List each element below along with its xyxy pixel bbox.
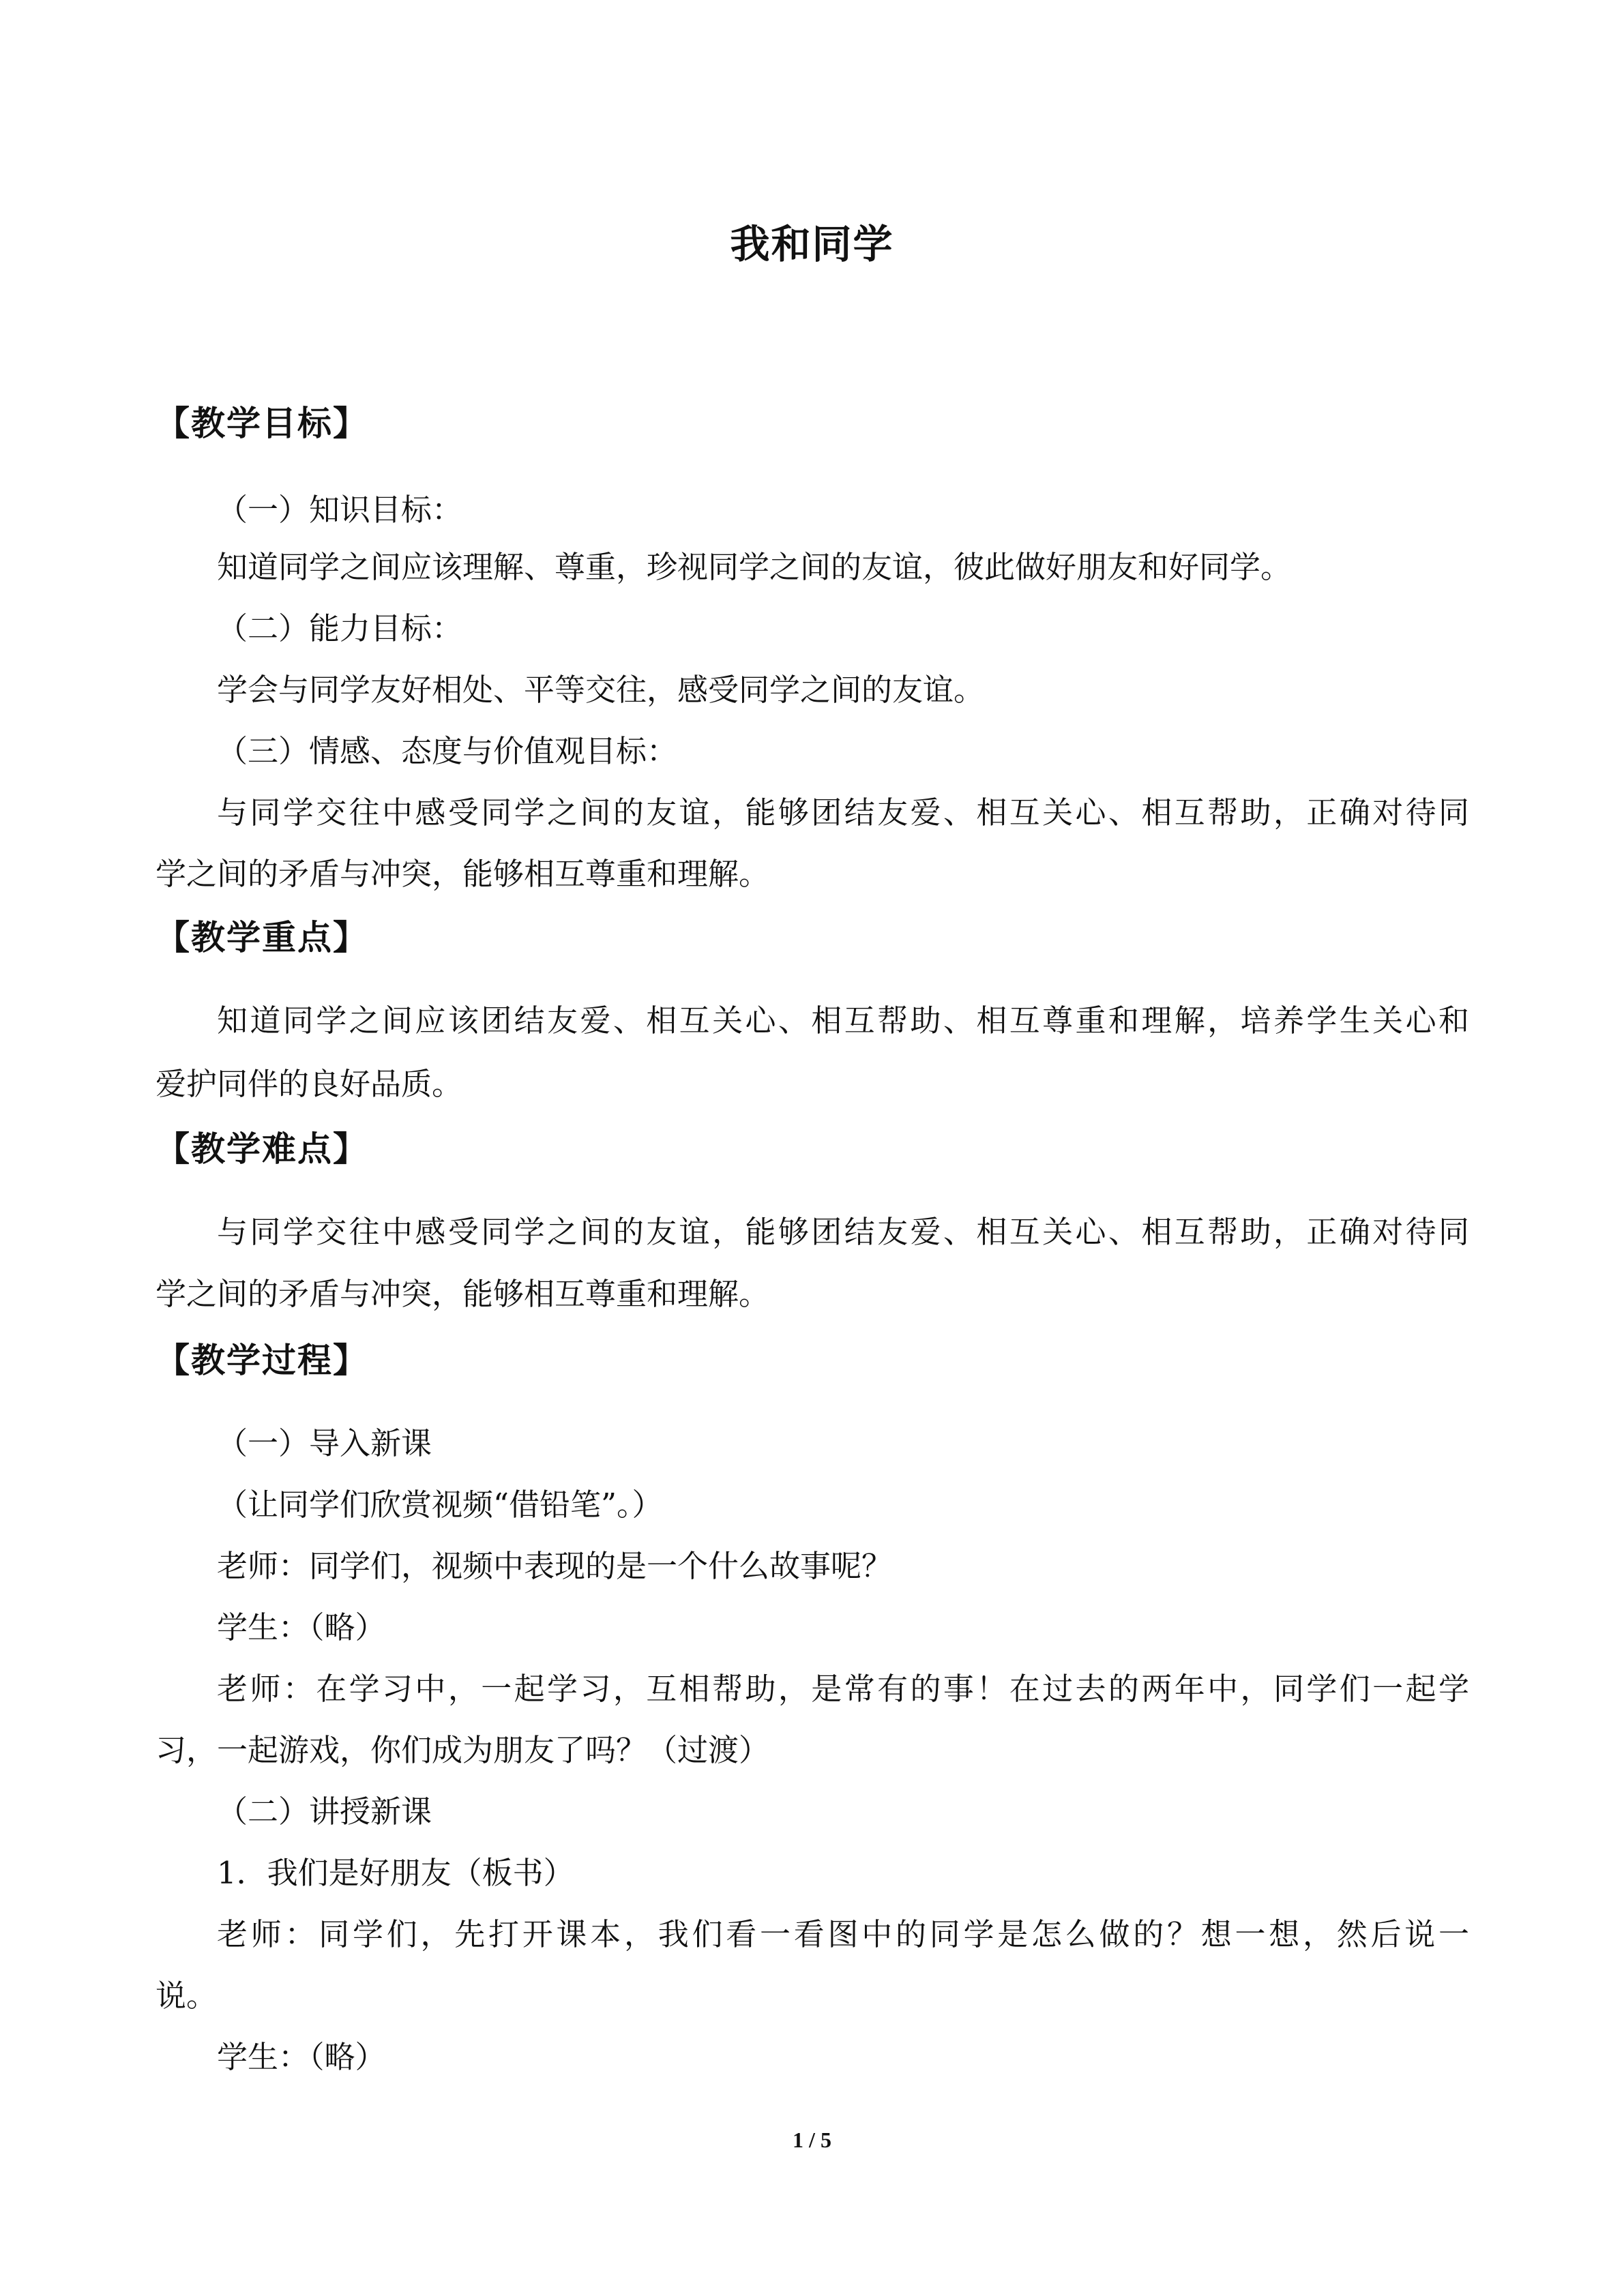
difficulties-text-line-1: 与同学交往中感受同学之间的友谊，能够团结友爱、相互关心、相互帮助，正确对待同 bbox=[217, 1214, 1469, 1250]
knowledge-goal-label: （一）知识目标： bbox=[217, 492, 463, 528]
heading-difficulties: 【教学难点】 bbox=[156, 1129, 368, 1169]
difficulties-text-line-2: 学之间的矛盾与冲突，能够相互尊重和理解。 bbox=[156, 1276, 770, 1312]
teacher-question-3-line-2: 说。 bbox=[156, 1978, 218, 2014]
intro-label: （一）导入新课 bbox=[217, 1425, 432, 1461]
heading-teaching-process: 【教学过程】 bbox=[156, 1340, 368, 1380]
intro-note: （让同学们欣赏视频“借铅笔”。） bbox=[217, 1487, 663, 1523]
student-answer-3: 学生：（略） bbox=[217, 2039, 386, 2075]
ability-goal-text: 学会与同学友好相处、平等交往，感受同学之间的友谊。 bbox=[217, 672, 985, 708]
teacher-question-3-line-1: 老师：同学们，先打开课本，我们看一看图中的同学是怎么做的？想一想，然后说一 bbox=[217, 1916, 1469, 1952]
new-lesson-label: （二）讲授新课 bbox=[217, 1793, 432, 1830]
emotion-goal-text-line-2: 学之间的矛盾与冲突，能够相互尊重和理解。 bbox=[156, 856, 770, 892]
heading-teaching-goals: 【教学目标】 bbox=[156, 403, 368, 443]
key-points-text-line-1: 知道同学之间应该团结友爱、相互关心、相互帮助、相互尊重和理解，培养学生关心和 bbox=[217, 1002, 1469, 1039]
ability-goal-label: （二）能力目标： bbox=[217, 610, 463, 646]
key-points-text-line-2: 爱护同伴的良好品质。 bbox=[156, 1066, 463, 1102]
page-number: 1 / 5 bbox=[793, 2128, 831, 2152]
emotion-goal-label: （三）情感、态度与价值观目标： bbox=[217, 733, 678, 769]
teacher-question-1: 老师：同学们，视频中表现的是一个什么故事呢？ bbox=[217, 1548, 893, 1584]
teacher-statement-2-line-2: 习，一起游戏，你们成为朋友了吗？（过渡） bbox=[156, 1732, 770, 1768]
student-answer-1: 学生：（略） bbox=[217, 1609, 386, 1645]
heading-key-points: 【教学重点】 bbox=[156, 917, 368, 957]
emotion-goal-text-line-1: 与同学交往中感受同学之间的友谊，能够团结友爱、相互关心、相互帮助，正确对待同 bbox=[217, 794, 1469, 831]
page-title: 我和同学 bbox=[730, 221, 894, 267]
section-1-title: 1．我们是好朋友（板书） bbox=[217, 1855, 574, 1891]
teacher-statement-2-line-1: 老师：在学习中，一起学习，互相帮助，是常有的事！在过去的两年中，同学们一起学 bbox=[217, 1671, 1469, 1707]
knowledge-goal-text: 知道同学之间应该理解、尊重，珍视同学之间的友谊，彼此做好朋友和好同学。 bbox=[217, 549, 1292, 585]
